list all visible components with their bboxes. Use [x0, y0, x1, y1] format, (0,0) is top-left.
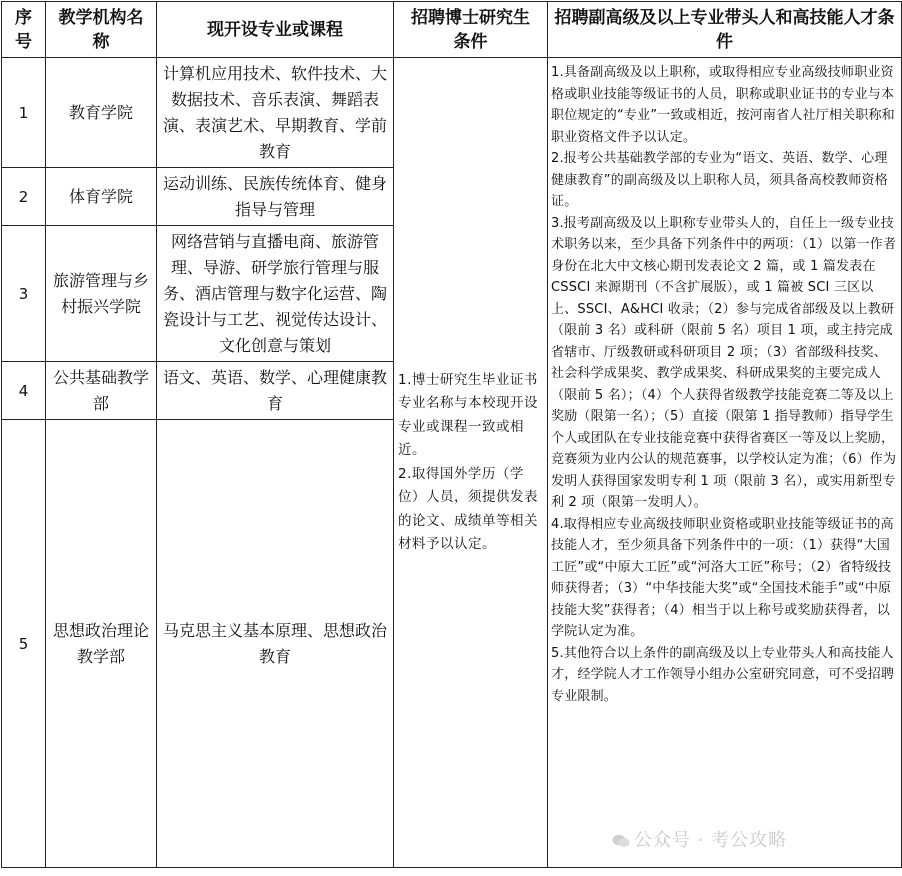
- phd-condition-2: 2.取得国外学历（学位）人员，须提供发表的论文、成绩单等相关材料予以认定。: [398, 465, 538, 552]
- majors-cell: 运动训练、民族传统体育、健身指导与管理: [157, 168, 394, 226]
- row-number: 1: [2, 58, 46, 168]
- phd-condition-1: 1.博士研究生毕业证书专业名称与本校现开设专业或课程一致或相近。: [398, 371, 538, 458]
- header-senior: 招聘副高级及以上专业带头人和高技能人才条件: [548, 2, 902, 58]
- header-phd: 招聘博士研究生条件: [394, 2, 548, 58]
- row-number: 4: [2, 362, 46, 420]
- table-header-row: [2, 2, 902, 58]
- wechat-icon: [612, 834, 630, 848]
- header-serial: 序号: [2, 2, 46, 58]
- recruitment-table: [1, 1, 902, 868]
- row-number: 5: [2, 420, 46, 868]
- header-org: 教学机构名称: [46, 2, 157, 58]
- senior-conditions-cell: [548, 58, 902, 868]
- senior-condition-4: 4.取得相应专业高级技师职业资格或职业技能等级证书的高技能人才，至少须具备下列条件中的一项：（1）获得“大国工匠”或“中原大工匠”或“河洛大工匠”称号；（2）省特级技师获得者；（3）“中华技能大奖”或“全国技术能手”或“中原技能大奖”获得者；（4）相当于以上称号或奖励获得者，以学院认定为准。: [551, 516, 894, 639]
- senior-condition-1: 1.具备副高级及以上职称，或取得相应专业高级技师职业资格或职业技能等级证书的人员，职称或职业证书的专业与本职位规定的“专业”一致或相近，按河南省人社厅相关职称和职业资格文件予以认定。: [551, 65, 895, 145]
- table-row: [2, 58, 902, 168]
- header-majors: 现开设专业或课程: [157, 2, 394, 58]
- org-name: 旅游管理与乡村振兴学院: [46, 226, 157, 362]
- row-number: 3: [2, 226, 46, 362]
- majors-cell: 语文、英语、数学、心理健康教育: [157, 362, 394, 420]
- majors-cell: 网络营销与直播电商、旅游管理、导游、研学旅行管理与服务、酒店管理与数字化运营、陶瓷设计与工艺、视觉传达设计、文化创意与策划: [157, 226, 394, 362]
- org-name: 公共基础教学部: [46, 362, 157, 420]
- majors-cell: 计算机应用技术、软件技术、大数据技术、音乐表演、舞蹈表演、表演艺术、早期教育、学前教育: [157, 58, 394, 168]
- org-name: 教育学院: [46, 58, 157, 168]
- watermark: [612, 826, 787, 852]
- org-name: 思想政治理论教学部: [46, 420, 157, 868]
- row-number: 2: [2, 168, 46, 226]
- phd-conditions-cell: [394, 58, 548, 868]
- senior-condition-3: 3.报考副高级及以上职称专业带头人的，自任上一级专业技术职务以来，至少具备下列条件中的两项：（1）以第一作者身份在北大中文核心期刊发表论文 2 篇，或 1 篇发表在 CSSCI 来源期刊（不含扩展版），或 1 篇被 SCI 三区以上、SSCI、A&HCI 收录；（2）参与完成省部级及以上教研（限前 3 名）或科研（限前 5 名）项目 1 项，或主持完成省辖市、厅级教研或科研项目 2 项；（3）省部级科技奖、社会科学成果奖、教学成果奖、科研成果奖的主要完成人（限前 5 名）；（4）个人获得省级教学技能竞赛二等及以上奖励（限第一名）；（5）直接（限第 1 指导教师）指导学生个人或团队在专业技能竞赛中获得省赛区一等及以上奖励，竞赛须为业内公认的规范赛事，以学校认定为准；（6）作为发明人获得国家发明专利 1 项（限前 3 名），或实用新型专利 2 项（限第一发明人）。: [551, 215, 897, 510]
- senior-condition-5: 5.其他符合以上条件的副高级及以上专业带头人和高技能人才，经学院人才工作领导小组办公室研究同意，可不受招聘专业限制。: [551, 645, 895, 704]
- watermark-text: 公众号 · 考公攻略: [634, 830, 788, 851]
- majors-cell: 马克思主义基本原理、思想政治教育: [157, 420, 394, 868]
- senior-condition-2: 2.报考公共基础教学部的专业为“语文、英语、数学、心理健康教育”的副高级及以上职称人员，须具备高校教师资格证。: [551, 151, 888, 209]
- org-name: 体育学院: [46, 168, 157, 226]
